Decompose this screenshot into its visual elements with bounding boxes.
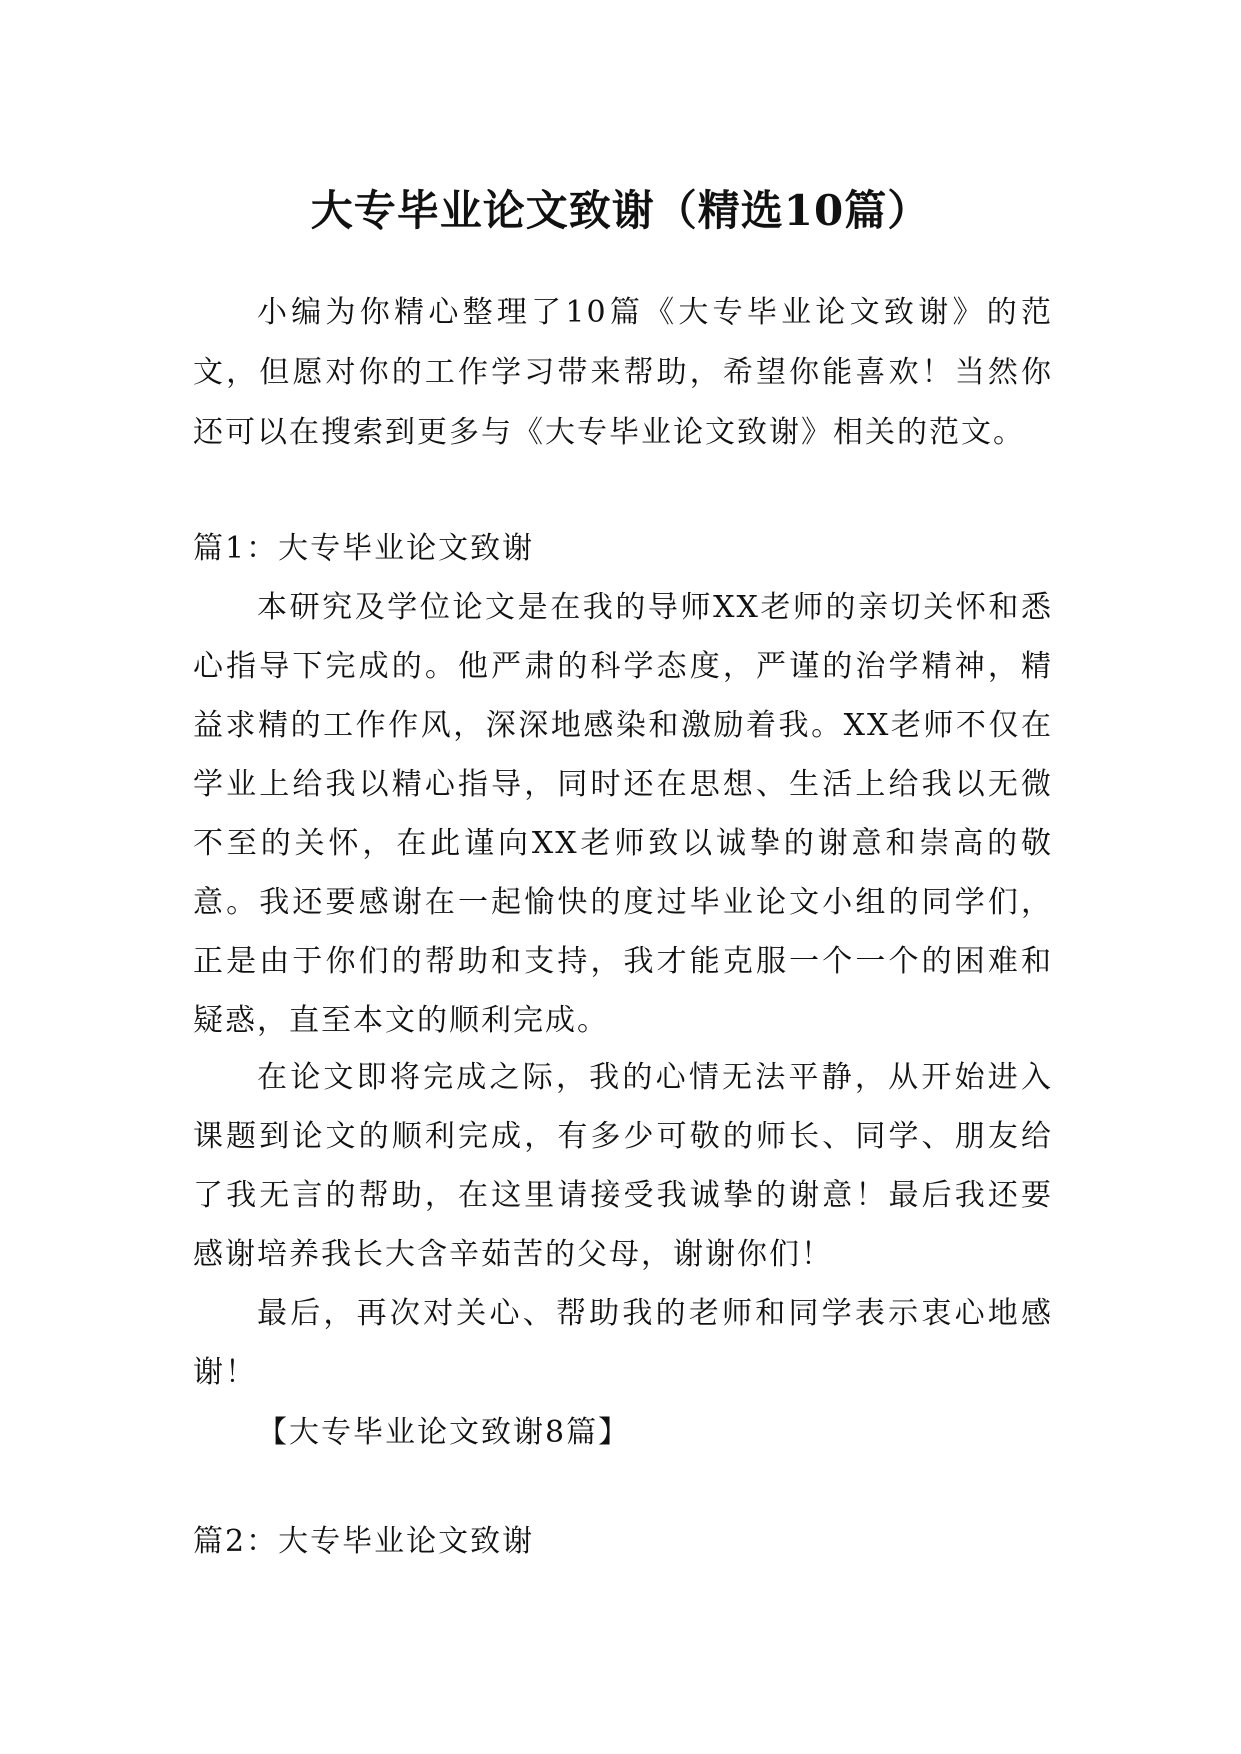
intro-paragraph: 小编为你精心整理了10篇《大专毕业论文致谢》的范文，但愿对你的工作学习带来帮助，希望你能喜欢！当然你还可以在搜索到更多与《大专毕业论文致谢》相关的范文。 [193, 295, 1053, 450]
section-2-heading: 篇2：大专毕业论文致谢 [193, 1524, 535, 1559]
section-1-paragraph-2: 在论文即将完成之际，我的心情无法平静，从开始进入课题到论文的顺利完成，有多少可敬的师长、同学、朋友给了我无言的帮助，在这里请接受我诚挚的谢意！最后我还要感谢培养我长大含辛茹苦的父母，谢谢你们！ [193, 1060, 1053, 1272]
section-1-paragraph-1: 本研究及学位论文是在我的导师XX老师的亲切关怀和悉心指导下完成的。他严肃的科学态度，严谨的治学精神，精益求精的工作作风，深深地感染和激励着我。XX老师不仅在学业上给我以精心指导，同时还在思想、生活上给我以无微不至的关怀，在此谨向XX老师致以诚挚的谢意和崇高的敬意。我还要感谢在一起愉快的度过毕业论文小组的同学们，正是由于你们的帮助和支持，我才能克服一个一个的困难和疑惑，直至本文的顺利完成。 [193, 590, 1053, 1038]
section-1-paragraph-3: 最后，再次对关心、帮助我的老师和同学表示衷心地感谢！ [193, 1296, 1053, 1390]
document-title: 大专毕业论文致谢（精选10篇） [310, 186, 931, 236]
section-1-heading: 篇1：大专毕业论文致谢 [193, 531, 535, 566]
related-articles-link[interactable]: 【大专毕业论文致谢8篇】 [257, 1415, 631, 1450]
